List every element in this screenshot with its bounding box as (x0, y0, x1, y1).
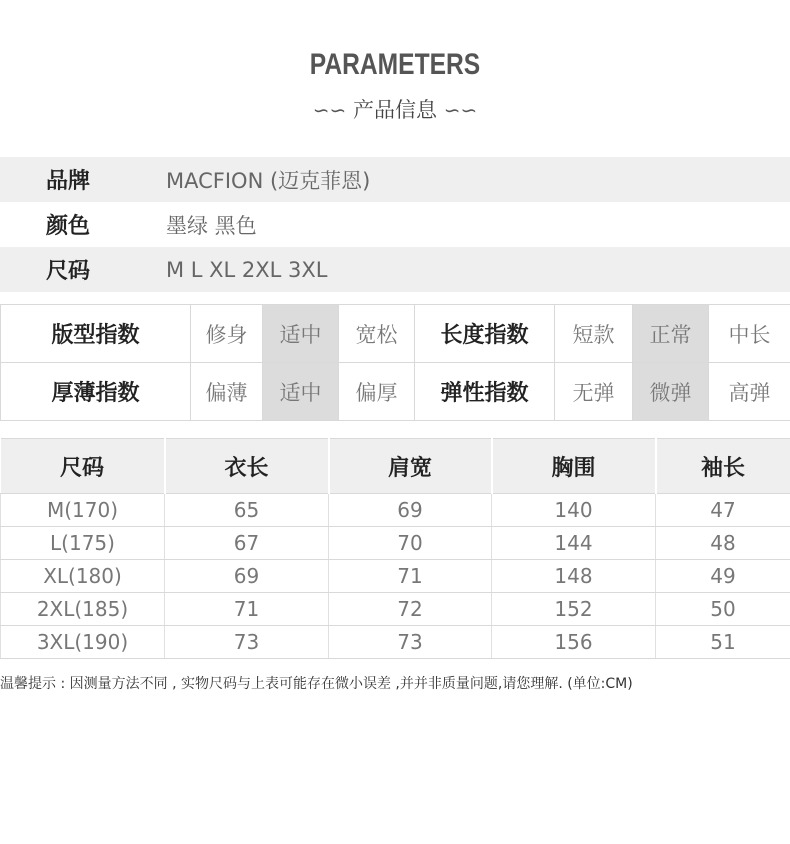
info-label: 尺码 (46, 259, 91, 284)
table-cell: 73 (165, 626, 329, 659)
column-header: 肩宽 (329, 439, 492, 494)
index-option: 偏厚 (339, 363, 415, 421)
index-option: 短款 (555, 305, 633, 363)
index-option: 无弹 (555, 363, 633, 421)
table-cell: 48 (656, 527, 790, 560)
page-subtitle (0, 94, 790, 124)
table-cell: 65 (165, 494, 329, 527)
table-cell: 71 (329, 560, 492, 593)
table-cell: 50 (656, 593, 790, 626)
table-row (1, 593, 790, 626)
subtitle-text: 产品信息 (353, 98, 437, 122)
table-cell: 67 (165, 527, 329, 560)
table-cell: 140 (492, 494, 656, 527)
index-row-fit (1, 305, 790, 363)
page-title: PARAMETERS (309, 48, 481, 81)
index-option: 中长 (709, 305, 790, 363)
table-cell: 3XL(190) (1, 626, 165, 659)
product-info (0, 157, 790, 292)
table-cell: 72 (329, 593, 492, 626)
index-option: 宽松 (339, 305, 415, 363)
index-option: 高弹 (709, 363, 790, 421)
index-option-selected: 适中 (263, 305, 339, 363)
table-row (1, 527, 790, 560)
info-label: 颜色 (46, 214, 91, 239)
info-label: 品牌 (46, 169, 91, 194)
table-cell: XL(180) (1, 560, 165, 593)
table-cell: 70 (329, 527, 492, 560)
index-label: 厚薄指数 (1, 363, 191, 421)
info-value: 墨绿 黑色 (166, 213, 257, 238)
table-row (1, 626, 790, 659)
index-row-thickness (1, 363, 790, 421)
table-cell: 152 (492, 593, 656, 626)
column-header: 衣长 (165, 439, 329, 494)
table-cell: 144 (492, 527, 656, 560)
index-table (0, 304, 790, 421)
index-option-selected: 正常 (633, 305, 709, 363)
size-table (0, 438, 790, 659)
column-header: 胸围 (492, 439, 656, 494)
table-cell: 69 (165, 560, 329, 593)
index-option: 修身 (191, 305, 263, 363)
table-cell: 69 (329, 494, 492, 527)
index-option-selected: 微弹 (633, 363, 709, 421)
table-cell: 156 (492, 626, 656, 659)
ornament-left-icon: ∽∽ (312, 98, 347, 122)
info-value: M L XL 2XL 3XL (166, 257, 328, 282)
column-header: 尺码 (1, 439, 165, 494)
table-cell: 49 (656, 560, 790, 593)
table-cell: M(170) (1, 494, 165, 527)
table-cell: 71 (165, 593, 329, 626)
table-cell: L(175) (1, 527, 165, 560)
index-option-selected: 适中 (263, 363, 339, 421)
info-row-brand (0, 157, 790, 202)
table-cell: 51 (656, 626, 790, 659)
column-header: 袖长 (656, 439, 790, 494)
info-row-size (0, 247, 790, 292)
index-label: 长度指数 (415, 305, 555, 363)
index-label: 弹性指数 (415, 363, 555, 421)
index-option: 偏薄 (191, 363, 263, 421)
size-table-header (1, 439, 790, 494)
table-row (1, 560, 790, 593)
table-row (1, 494, 790, 527)
info-value: MACFION (迈克菲恩) (166, 168, 371, 193)
measurement-note: 温馨提示 : 因测量方法不同 , 实物尺码与上表可能存在微小误差 ,并并非质量问题,请您理解. (单位:CM) (0, 676, 633, 692)
index-label: 版型指数 (1, 305, 191, 363)
table-cell: 2XL(185) (1, 593, 165, 626)
table-cell: 148 (492, 560, 656, 593)
ornament-right-icon: ∽∽ (443, 98, 478, 122)
table-cell: 73 (329, 626, 492, 659)
info-row-color (0, 202, 790, 247)
table-cell: 47 (656, 494, 790, 527)
